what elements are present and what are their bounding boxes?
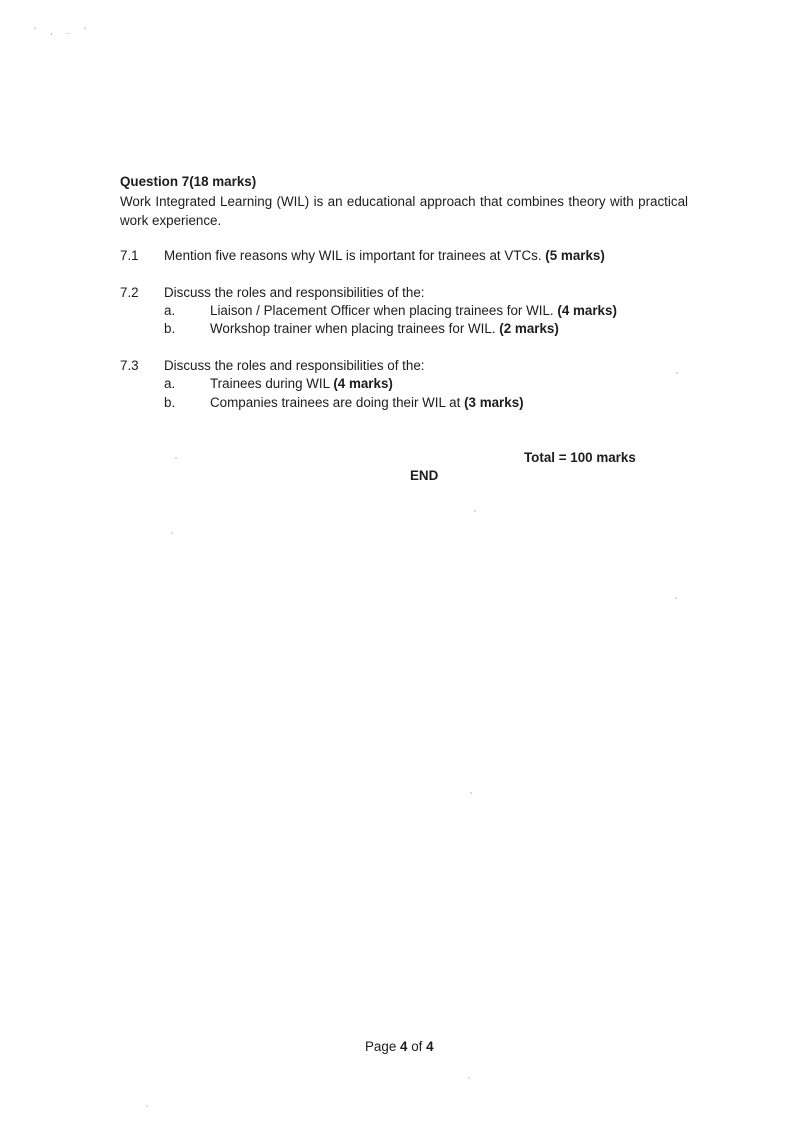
subitem-text [210,321,559,336]
subitem-text-body: Liaison / Placement Officer when placing trainees for WIL. [210,303,554,318]
question-intro: Work Integrated Learning (WIL) is an educational approach that combines theory with practical work experience. [120,194,688,228]
subitem-text-body: Workshop trainer when placing trainees for WIL. [210,321,496,336]
footer-of-word: of [411,1039,423,1054]
footer-total-pages: 4 [426,1039,434,1054]
scan-speck [470,792,472,794]
item-text: Discuss the roles and responsibilities of the: [164,358,425,373]
subitem-letter: b. [164,321,176,336]
footer-current-page: 4 [400,1039,408,1054]
subitem-marks: (4 marks) [557,303,617,318]
item-number: 7.3 [120,358,139,373]
subitem-letter: b. [164,395,176,410]
scan-speck [468,1077,470,1079]
scan-speck [175,457,177,459]
scan-marks: ' , . ' [34,26,92,36]
page-footer [365,1039,434,1054]
item-marks: (5 marks) [545,248,605,263]
item-text: Discuss the roles and responsibilities of the: [164,285,425,300]
item-number: 7.1 [120,248,139,263]
item-number: 7.2 [120,285,139,300]
item-text [164,248,605,263]
subitem-text [210,303,617,318]
subitem-marks: (2 marks) [499,321,559,336]
subitem-text [210,395,524,410]
scan-speck [474,510,476,512]
scan-speck [146,1105,148,1107]
subitem-letter: a. [164,303,176,318]
subitem-marks: (3 marks) [464,395,524,410]
scan-speck [675,597,677,599]
scan-speck [171,532,173,534]
end-label: END [410,468,439,483]
question-title: Question 7(18 marks) [120,174,257,189]
subitem-marks: (4 marks) [333,376,393,391]
footer-page-word: Page [365,1039,397,1054]
item-text-body: Mention five reasons why WIL is important for trainees at VTCs. [164,248,542,263]
subitem-text-body: Trainees during WIL [210,376,330,391]
subitem-letter: a. [164,376,176,391]
subitem-text [210,376,393,391]
scan-speck [676,372,678,374]
total-marks: Total = 100 marks [524,450,636,465]
subitem-text-body: Companies trainees are doing their WIL at [210,395,461,410]
